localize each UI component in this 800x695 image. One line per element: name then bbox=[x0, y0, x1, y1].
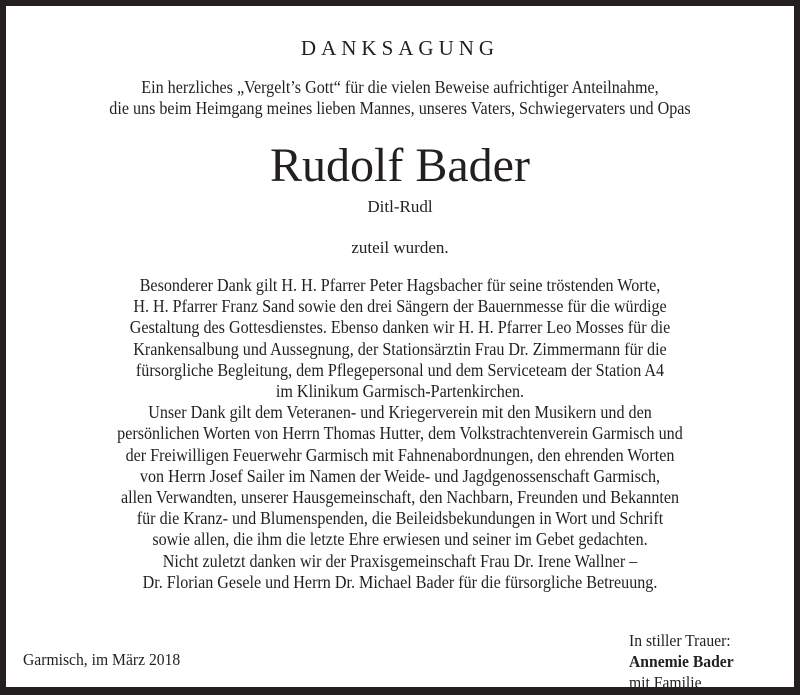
body-line: Nicht zuletzt danken wir der Praxisgemeinschaft Frau Dr. Irene Wallner – bbox=[162, 550, 638, 571]
body-text bbox=[38, 275, 763, 593]
notice-title: DANKSAGUNG bbox=[300, 36, 500, 60]
body-line: allen Verwandten, unserer Hausgemeinschaft, den Nachbarn, Freunden und Bekannten bbox=[120, 487, 680, 508]
body-line: der Freiwilligen Feuerwehr Garmisch mit Fahnenabordnungen, den ehrenden Worten bbox=[125, 444, 675, 465]
body-line: von Herrn Josef Sailer im Namen der Weide- und Jagdgenossenschaft Garmisch, bbox=[139, 465, 661, 486]
received-text: zuteil wurden. bbox=[351, 238, 449, 257]
place-date: Garmisch, im März 2018 bbox=[23, 650, 181, 669]
body-line: für die Kranz- und Blumenspenden, die Beileidsbekundungen in Wort und Schrift bbox=[136, 508, 664, 529]
body-line: Gestaltung des Gottesdienstes. Ebenso danken wir H. H. Pfarrer Leo Mosses für die bbox=[129, 317, 671, 338]
body-line: Unser Dank gilt dem Veteranen- und Kriegerverein mit den Musikern und den bbox=[148, 402, 652, 423]
intro-line: Ein herzliches „Vergelt’s Gott“ für die vielen Beweise aufrichtiger Anteilnahme, bbox=[141, 77, 659, 97]
signature-family-line: mit Familie bbox=[629, 673, 702, 692]
deceased-name: Rudolf Bader bbox=[270, 139, 530, 192]
intro-line: die uns beim Heimgang meines lieben Mannes, unseres Vaters, Schwiegervaters und Opas bbox=[109, 98, 691, 118]
body-line: im Klinikum Garmisch-Partenkirchen. bbox=[275, 381, 525, 402]
deceased-nickname: Ditl-Rudl bbox=[367, 197, 433, 216]
signature-mourning-line: In stiller Trauer: bbox=[629, 631, 731, 650]
signature-block bbox=[629, 630, 734, 693]
notice-card bbox=[6, 6, 794, 692]
intro-text bbox=[38, 77, 763, 119]
body-line: Krankensalbung und Aussegnung, der Stationsärztin Frau Dr. Zimmermann für die bbox=[133, 338, 667, 359]
body-line: Besonderer Dank gilt H. H. Pfarrer Peter Hagsbacher für seine tröstenden Worte, bbox=[139, 275, 661, 295]
body-line: Dr. Florian Gesele und Herrn Dr. Michael Bader für die fürsorgliche Betreuung. bbox=[142, 571, 658, 592]
body-line: fürsorgliche Begleitung, dem Pflegepersonal und dem Serviceteam der Station A4 bbox=[135, 359, 665, 380]
body-line: persönlichen Worten von Herrn Thomas Hutter, dem Volkstrachtenverein Garmisch und bbox=[117, 423, 683, 444]
body-line: H. H. Pfarrer Franz Sand sowie den drei Sängern der Bauernmesse für die würdige bbox=[133, 296, 667, 317]
body-line: sowie allen, die ihm die letzte Ehre erwiesen und seiner im Gebet gedachten. bbox=[152, 529, 648, 550]
signature-name: Annemie Bader bbox=[629, 652, 734, 671]
